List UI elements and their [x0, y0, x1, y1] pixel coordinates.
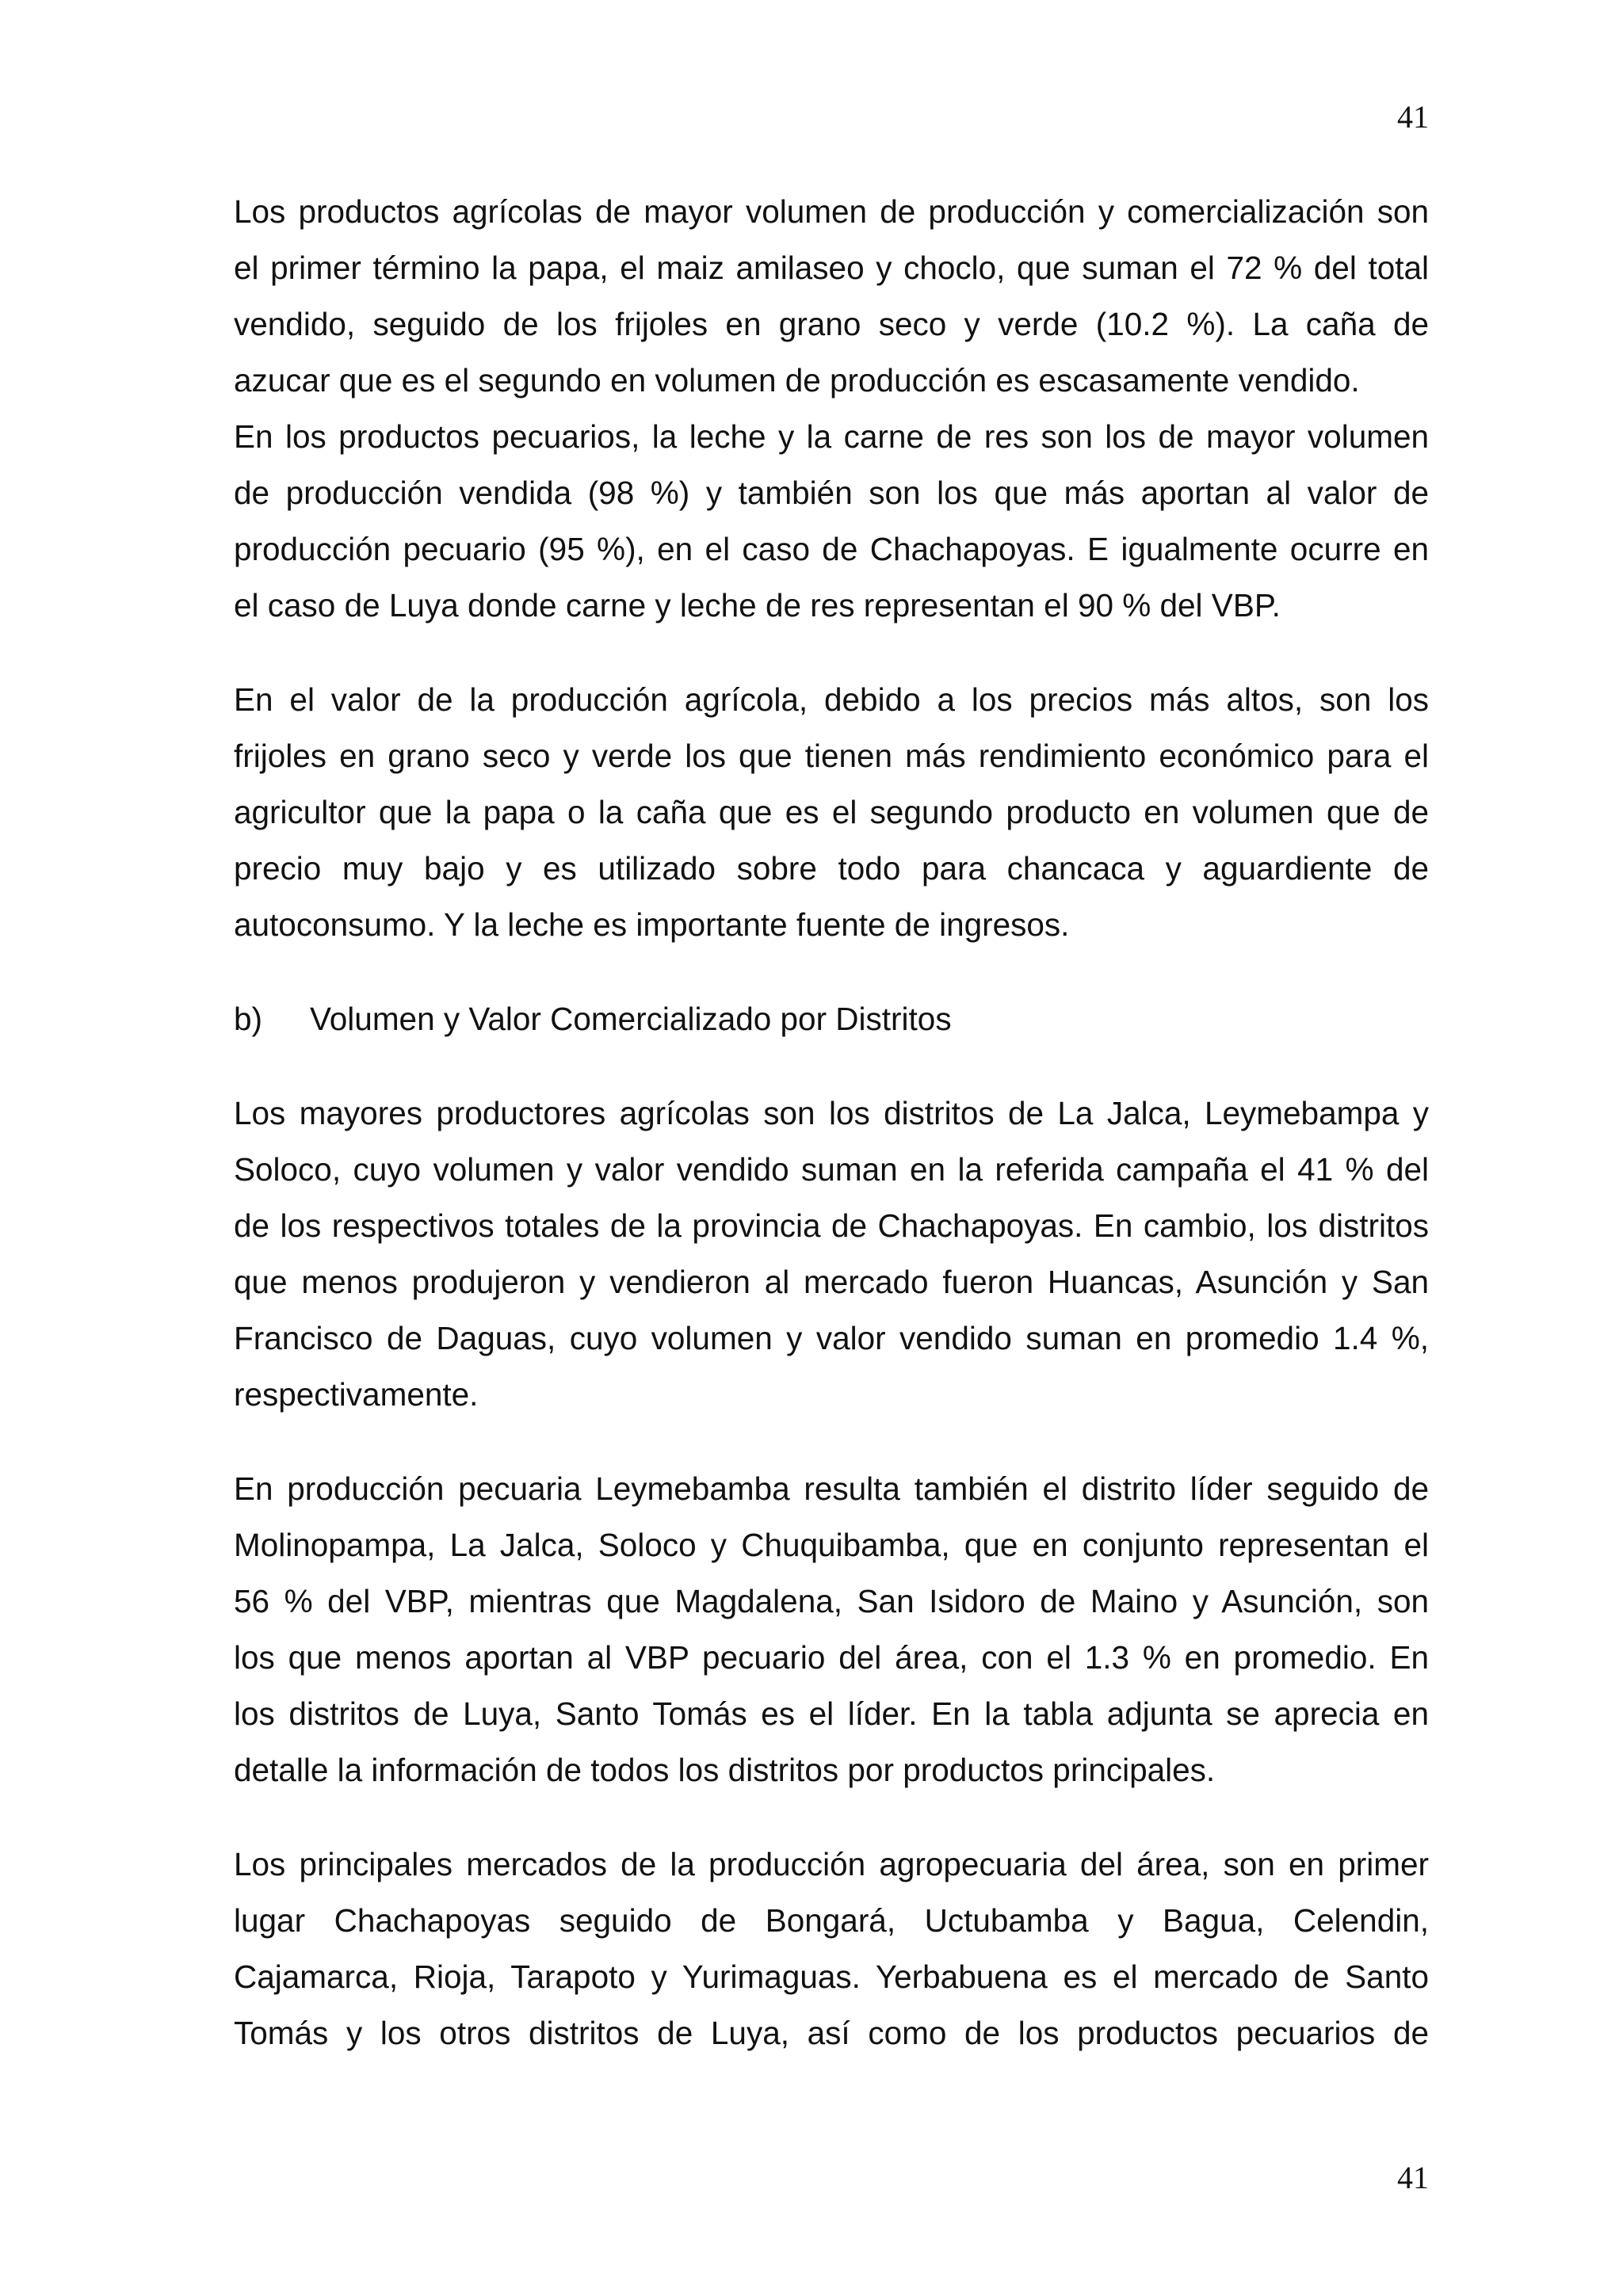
paragraph-line: el caso de Luya donde carne y leche de res representan el 90 % del VBP. [234, 587, 1281, 624]
subheading-label: b) [234, 1001, 263, 1037]
paragraph-line: los distritos de Luya, Santo Tomás es el líder. En la tabla adjunta se aprecia en [234, 1695, 1429, 1732]
paragraph-line: Molinopampa, La Jalca, Soloco y Chuquibamba, que en conjunto representan el [234, 1527, 1429, 1563]
paragraph-line: detalle la información de todos los distritos por productos principales. [234, 1752, 1216, 1788]
paragraph-line: precio muy bajo y es utilizado sobre todo para chancaca y aguardiente de [234, 850, 1429, 887]
paragraph-main-markets [234, 1836, 1429, 2061]
section-subheading [234, 991, 1429, 1047]
paragraph-line: de los respectivos totales de la provincia de Chachapoyas. En cambio, los distritos [234, 1207, 1429, 1244]
paragraph-line: Los mayores productores agrícolas son los distritos de La Jalca, Leymebampa y [234, 1095, 1429, 1131]
paragraph-livestock-districts [234, 1461, 1429, 1798]
paragraph-line: los que menos aportan al VBP pecuario del área, con el 1.3 % en promedio. En [234, 1639, 1429, 1676]
paragraph-line: Tomás y los otros distritos de Luya, así como de los productos pecuarios de [234, 2015, 1429, 2051]
paragraph-line: vendido, seguido de los frijoles en grano seco y verde (10.2 %). La caña de [234, 306, 1429, 342]
paragraph-line: frijoles en grano seco y verde los que tienen más rendimiento económico para el [234, 738, 1429, 774]
paragraph-line: azucar que es el segundo en volumen de producción es escasamente vendido. [234, 362, 1360, 399]
paragraph-line: Soloco, cuyo volumen y valor vendido suman en la referida campaña el 41 % del [234, 1151, 1429, 1188]
page-number-header: 41 [1397, 99, 1429, 135]
paragraph-line: En producción pecuaria Leymebamba resulta también el distrito líder seguido de [234, 1470, 1429, 1507]
paragraph-production-value [234, 672, 1429, 953]
paragraph-line: 56 % del VBP, mientras que Magdalena, San Isidoro de Maino y Asunción, son [234, 1583, 1429, 1619]
paragraph-livestock-products [234, 409, 1429, 634]
paragraph-line: respectivamente. [234, 1376, 479, 1413]
page-number-footer: 41 [1397, 2160, 1429, 2195]
paragraph-line: Los principales mercados de la producción agropecuaria del área, son en primer [234, 1846, 1429, 1882]
paragraph-agricultural-products [234, 184, 1429, 409]
document-body [234, 184, 1429, 2061]
paragraph-line: autoconsumo. Y la leche es importante fuente de ingresos. [234, 906, 1070, 943]
paragraph-line: En el valor de la producción agrícola, debido a los precios más altos, son los [234, 681, 1429, 718]
paragraph-agricultural-districts [234, 1085, 1429, 1423]
paragraph-line: Francisco de Daguas, cuyo volumen y valor vendido suman en promedio 1.4 %, [234, 1320, 1429, 1356]
paragraph-line: Los productos agrícolas de mayor volumen de producción y comercialización son [234, 193, 1429, 230]
paragraph-line: el primer término la papa, el maiz amilaseo y choclo, que suman el 72 % del total [234, 250, 1429, 286]
subheading-text: Volumen y Valor Comercializado por Distritos [310, 1001, 952, 1037]
paragraph-line: producción pecuario (95 %), en el caso de Chachapoyas. E igualmente ocurre en [234, 531, 1429, 567]
paragraph-line: Cajamarca, Rioja, Tarapoto y Yurimaguas. Yerbabuena es el mercado de Santo [234, 1958, 1429, 1995]
paragraph-line: que menos produjeron y vendieron al mercado fueron Huancas, Asunción y San [234, 1264, 1429, 1300]
paragraph-line: de producción vendida (98 %) y también son los que más aportan al valor de [234, 475, 1429, 511]
paragraph-line: agricultor que la papa o la caña que es el segundo producto en volumen que de [234, 794, 1429, 830]
paragraph-line: En los productos pecuarios, la leche y la carne de res son los de mayor volumen [234, 418, 1429, 455]
paragraph-line: lugar Chachapoyas seguido de Bongará, Uctubamba y Bagua, Celendin, [234, 1902, 1429, 1939]
